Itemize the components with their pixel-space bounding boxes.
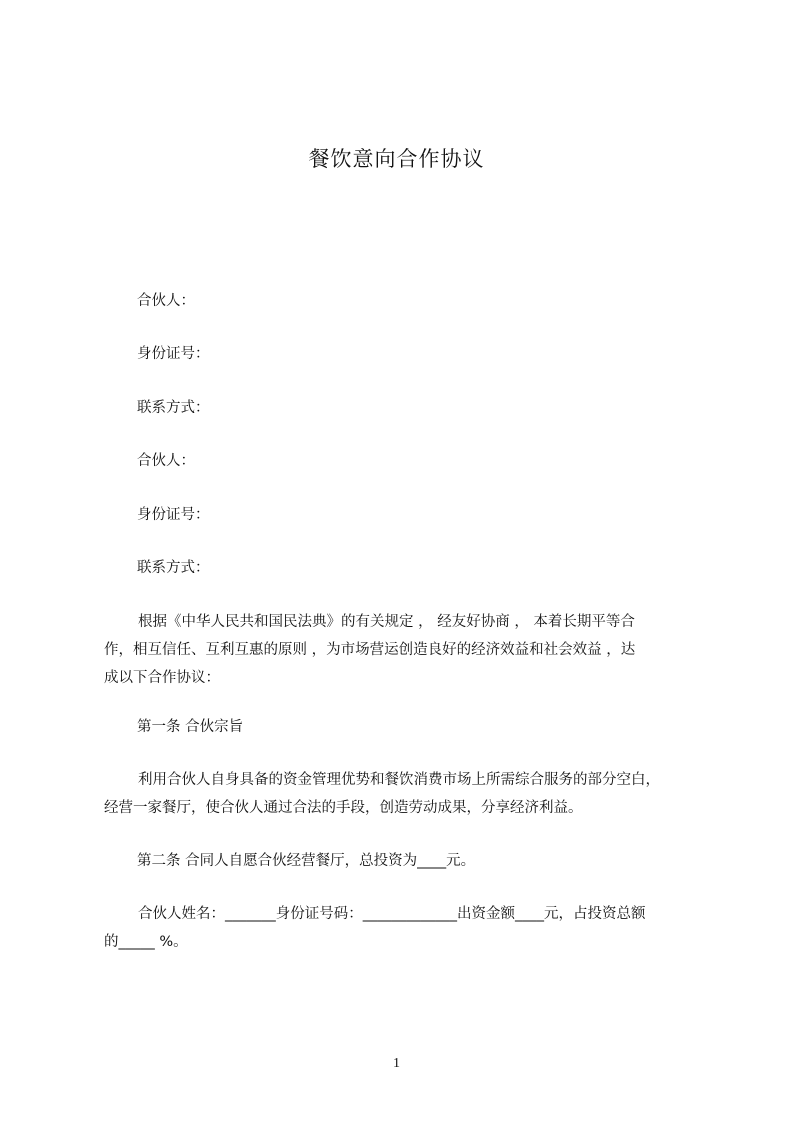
party1-contact-label: 联系方式： <box>137 400 210 416</box>
article1-line: 经营一家餐厅，使合伙人通过合法的手段，创造劳动成果，分享经济利益。 <box>104 800 583 816</box>
page-number: 1 <box>393 1056 400 1071</box>
article1-heading: 第一条 合伙宗旨 <box>137 719 244 735</box>
party2-id-label: 身份证号： <box>137 507 210 523</box>
party1-id-label: 身份证号： <box>137 346 210 362</box>
preamble-line: 根据《中华人民共和国民法典》的有关规定 ， 经友好协商 ， 本着长期平等合 <box>138 614 635 630</box>
preamble-line: 成以下合作协议： <box>104 670 220 686</box>
article1-line: 利用合伙人自身具备的资金管理优势和餐饮消费市场上所需综合服务的部分空白， <box>138 772 660 788</box>
partner-detail-paragraph <box>104 900 702 956</box>
party2-partner-label: 合伙人： <box>137 453 195 469</box>
partner-detail-line: 合伙人姓名：_______身份证号码：_____________出资金额____元，占投资总额 <box>138 906 646 922</box>
party1-partner-label: 合伙人： <box>137 293 195 309</box>
article2-text: 第二条 合同人自愿合伙经营餐厅，总投资为____元。 <box>137 853 476 869</box>
document-title: 餐饮意向合作协议 <box>308 147 485 171</box>
party2-contact-label: 联系方式： <box>137 560 210 576</box>
preamble-line: 作，相互信任、互利互惠的原则 ，为市场营运创造良好的经济效益和社会效益 ，达 <box>104 642 636 658</box>
preamble-paragraph <box>104 608 702 692</box>
article1-paragraph <box>104 766 702 822</box>
partner-detail-line: 的_____ %。 <box>104 934 188 950</box>
